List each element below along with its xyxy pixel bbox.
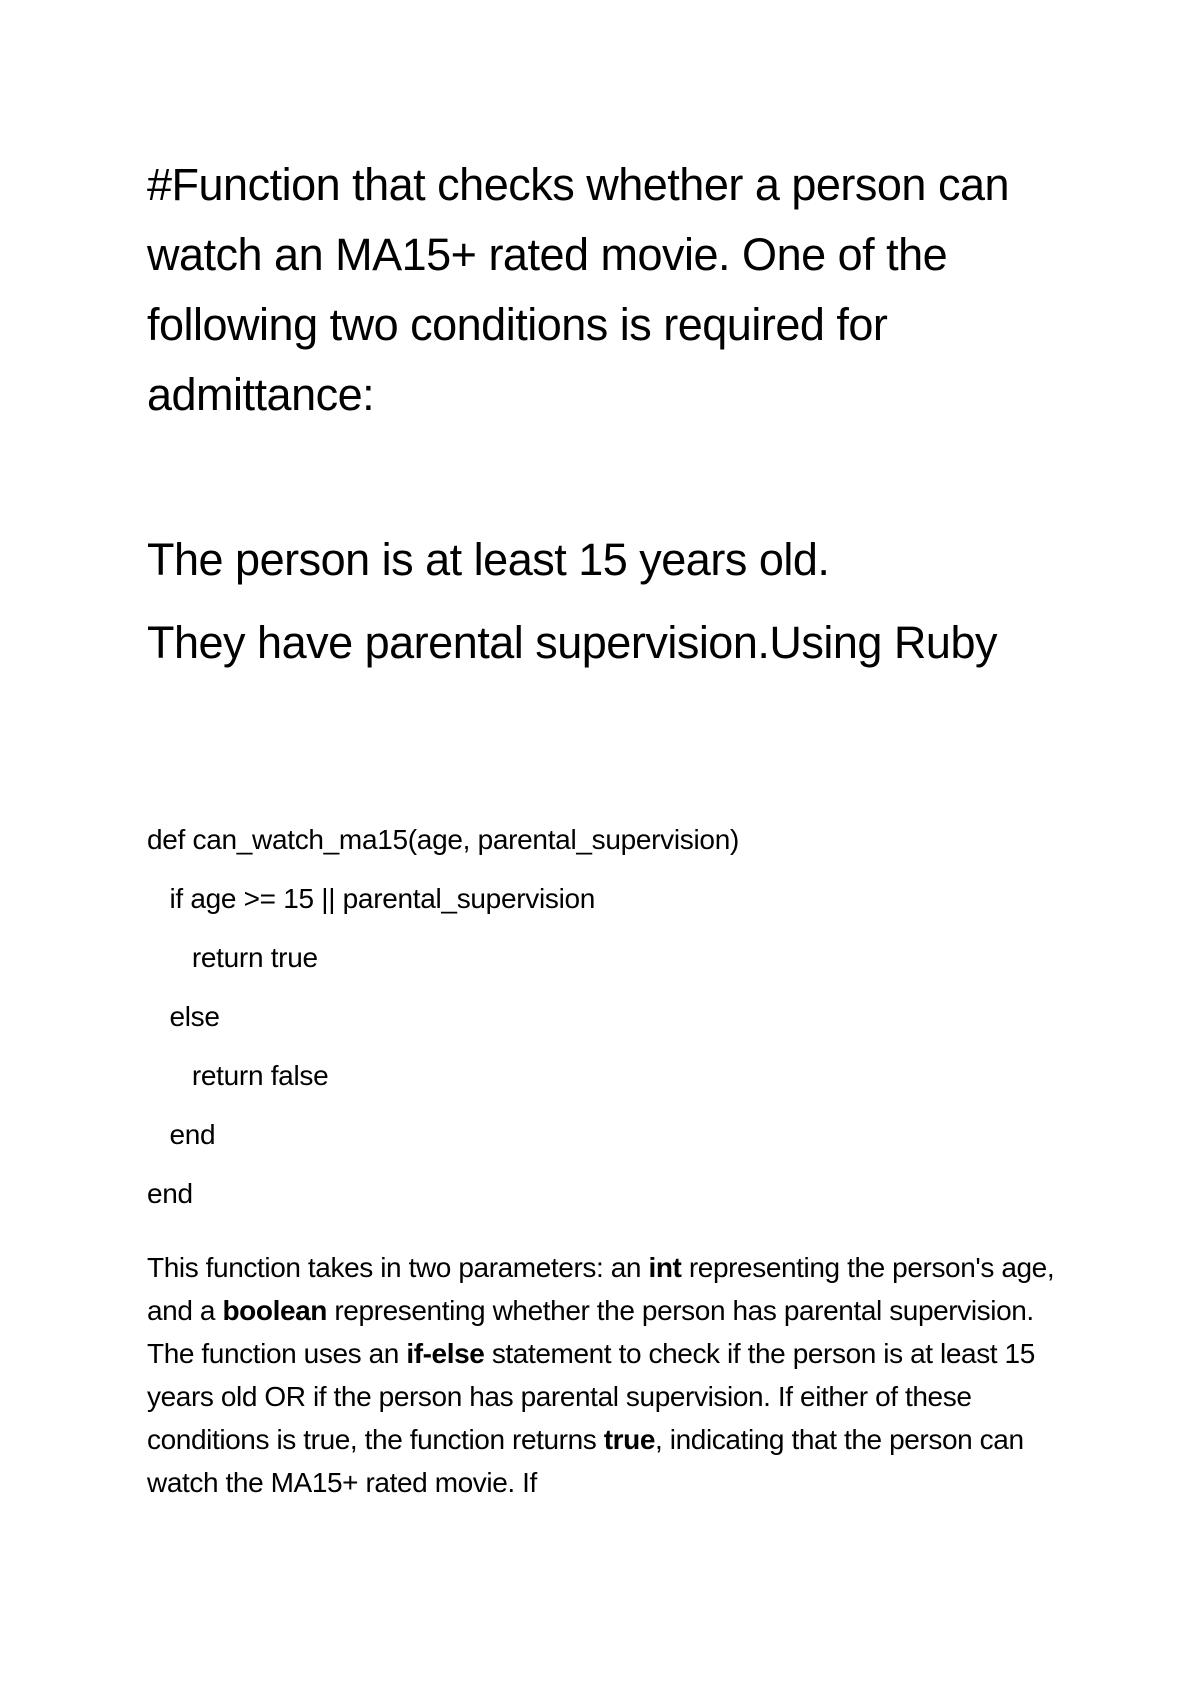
code-line-outer-end: end — [147, 1178, 193, 1209]
explanation-text: statement to check if the person is at least 15 years old OR if the person has parental supervision. If either of these conditions is true, the function returns — [147, 1338, 1035, 1455]
code-line-return-true: return true — [147, 942, 318, 973]
explanation-text: , indicating that the person can watch the MA15+ rated movie. If — [147, 1424, 1024, 1498]
explanation-bold-boolean: boolean — [222, 1295, 327, 1326]
explanation-bold-true: true — [603, 1424, 656, 1455]
code-line-def: def can_watch_ma15(age, parental_supervision) — [147, 824, 739, 855]
function-description-heading: #Function that checks whether a person can watch an MA15+ rated movie. One of the following two conditions is required for admittance: — [147, 159, 1010, 420]
explanation-text: representing the person's age, and a — [147, 1252, 1055, 1326]
code-line-inner-end: end — [147, 1119, 216, 1150]
code-line-else: else — [147, 1001, 220, 1032]
explanation-bold-if-else: if-else — [406, 1338, 485, 1369]
condition-age: The person is at least 15 years old. — [147, 534, 830, 585]
explanation-paragraph — [147, 1246, 1067, 1504]
code-line-return-false: return false — [147, 1060, 329, 1091]
explanation-text: This function takes in two parameters: an — [147, 1252, 649, 1283]
code-line-if: if age >= 15 || parental_supervision — [147, 883, 596, 914]
condition-parental-supervision: They have parental supervision.Using Ruby — [147, 617, 997, 668]
explanation-bold-int: int — [648, 1252, 682, 1283]
explanation-text: representing whether the person has parental supervision. The function uses an — [147, 1295, 1034, 1369]
